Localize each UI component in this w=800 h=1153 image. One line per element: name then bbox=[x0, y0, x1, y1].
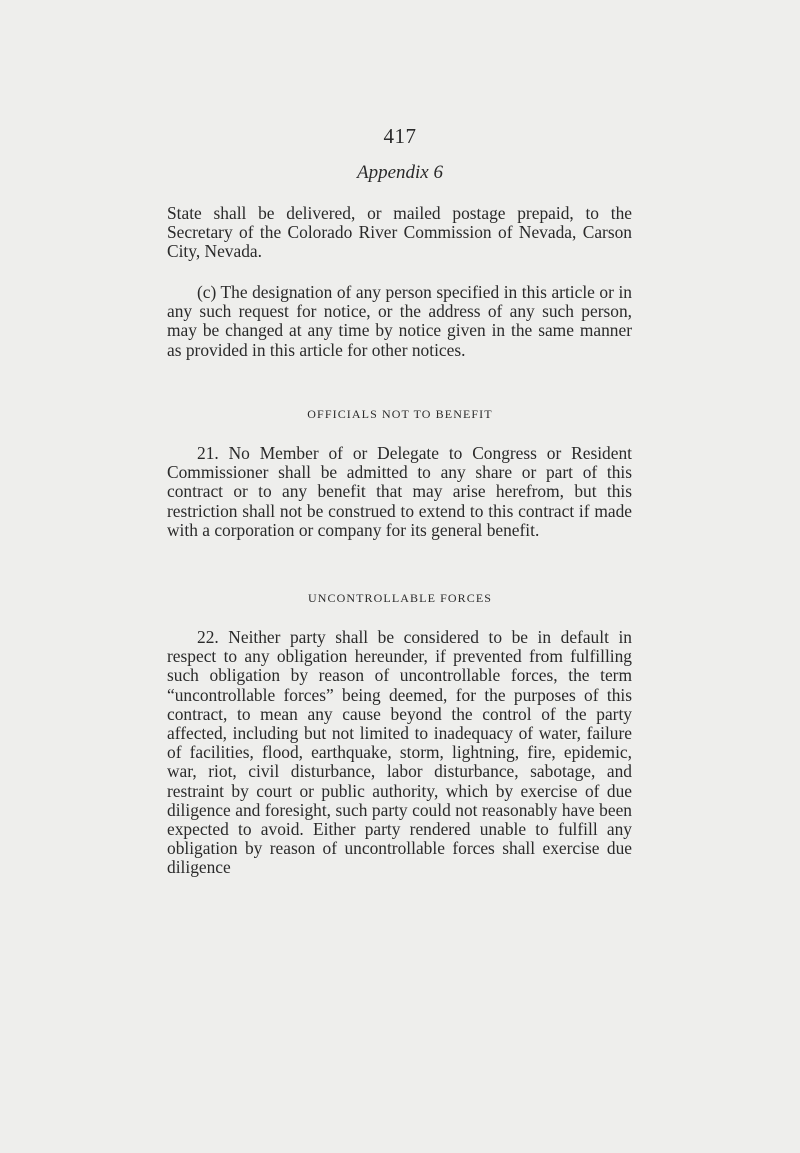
page-number: 417 bbox=[383, 124, 417, 148]
running-head: Appendix 6 bbox=[356, 162, 443, 183]
paragraph-uncontrollable-forces bbox=[167, 628, 632, 878]
paragraph-text: 21. No Member of or Delegate to Congress or Resident Commissioner shall be admitted to any share or part of this contract or to any benefit that may arise herefrom, but this restriction shall not be construed to extend to this contract if made with a corporation or company for its general benefit. bbox=[167, 443, 632, 540]
paragraph-designation-change bbox=[167, 283, 632, 360]
paragraph-text: 22. Neither party shall be considered to be in default in respect to any obligation hereunder, if prevented from fulfilling such obligation by reason of uncontrollable forces, the term “uncontrollable forces” being deemed, for the purposes of this contract, to mean any cause beyond the control of the party affected, including but not limited to inadequacy of water, failure of facilities, flood, earthquake, storm, lightning, fire, epidemic, war, riot, civil disturbance, labor disturbance, sabotage, and restraint by court or public authority, which by exercise of due diligence and foresight, such party could not reasonably have been expected to avoid. Either party rendered unable to fulfill any obligation by reason of uncontrollable forces shall exercise due diligence bbox=[167, 627, 632, 878]
section-heading-officials: OFFICIALS NOT TO BENEFIT bbox=[307, 407, 493, 421]
paragraph-officials-not-to-benefit bbox=[167, 444, 632, 540]
section-heading-uncontrollable-forces: UNCONTROLLABLE FORCES bbox=[307, 591, 493, 605]
paragraph-text: State shall be delivered, or mailed postage prepaid, to the Secretary of the Colorado River Commission of Nevada, Carson City, Nevada. bbox=[167, 203, 632, 262]
paragraph-text: (c) The designation of any person specified in this article or in any such request for notice, or the address of any such person, may be changed at any time by notice given in the same manner as provided in this article for other notices. bbox=[167, 282, 632, 360]
paragraph-notice-nevada bbox=[167, 204, 632, 262]
